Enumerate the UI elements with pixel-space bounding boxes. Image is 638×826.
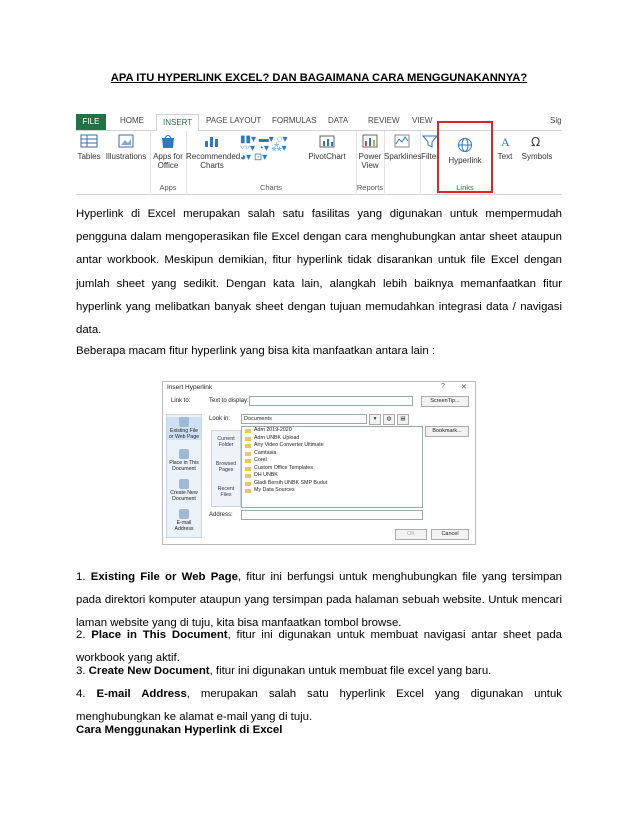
item-number: 4. — [76, 688, 86, 700]
close-icon[interactable]: ✕ — [461, 384, 467, 391]
power-view-button[interactable] — [356, 133, 384, 170]
pivotchart-button[interactable] — [304, 133, 350, 161]
look-in-label: Look in: — [209, 416, 231, 422]
group-charts — [186, 131, 357, 193]
link-to-panel — [166, 414, 202, 538]
item-term: E-mail Address — [96, 688, 187, 700]
page-title: APA ITU HYPERLINK EXCEL? DAN BAGAIMANA CARA MENGGUNAKANNYA? — [110, 72, 528, 84]
browsed-pages-option[interactable]: Browsed Pages — [215, 461, 237, 473]
illustrations-label: Illustrations — [105, 152, 147, 161]
group-text — [494, 131, 516, 193]
list-item[interactable]: Camtasia — [242, 450, 422, 458]
group-sparklines — [384, 131, 421, 193]
file-icon — [179, 417, 189, 427]
group-symbols — [518, 131, 556, 193]
tab-insert[interactable]: INSERT — [156, 114, 199, 131]
item-description: , fitur ini berfungsi untuk menghubungkan file yang tersimpan pada direktori komputer ataupun yang tersimpan pada halaman sebuah website. Untuk mencari laman website yang di tuju, kita bisa manfaatkan tombol browse. — [76, 571, 563, 630]
tab-view[interactable]: VIEW — [412, 116, 433, 125]
address-input[interactable] — [241, 510, 423, 520]
new-document-icon — [179, 479, 189, 489]
apps-for-office-button[interactable] — [150, 133, 186, 170]
symbols-button[interactable] — [518, 133, 556, 161]
text-to-display-label: Text to display: — [209, 398, 249, 404]
list-item[interactable]: Custom Office Templates — [242, 465, 422, 473]
apps-for-office-label: Apps for Office — [153, 152, 183, 170]
current-folder-option[interactable]: Current Folder — [217, 436, 235, 448]
list-item[interactable]: Corel — [242, 457, 422, 465]
tab-formulas[interactable]: FORMULAS — [272, 116, 317, 125]
item-description: , fitur ini digunakan untuk membuat navigasi antar sheet pada workbook yang aktif. — [76, 629, 562, 665]
pie-chart-icon: ◕▾ ⊡▾ — [240, 152, 268, 163]
filter-label: Filter — [421, 152, 439, 161]
text-to-display-input[interactable] — [249, 396, 413, 406]
list-item[interactable]: Any Video Converter Ultimate — [242, 442, 422, 450]
tab-home[interactable]: HOME — [120, 116, 144, 125]
chart-types-gallery[interactable] — [240, 135, 298, 162]
hyperlink-label: Hyperlink — [448, 156, 482, 165]
text-icon — [496, 133, 514, 149]
svg-text:Ω: Ω — [531, 135, 541, 149]
illustrations-button[interactable] — [104, 133, 148, 161]
browse-web-icon[interactable]: ◍ — [383, 414, 395, 425]
help-icon[interactable]: ? — [441, 383, 445, 390]
group-links-label: Links — [456, 183, 474, 192]
sparklines-label: Sparklines — [384, 152, 422, 161]
group-charts-label: Charts — [259, 183, 283, 192]
table-icon — [80, 133, 98, 149]
recommended-charts-button[interactable] — [186, 133, 241, 170]
pivotchart-icon — [318, 133, 336, 149]
group-reports-label: Reports — [356, 183, 384, 192]
list-item[interactable]: Adm UNBK Upload — [242, 435, 422, 443]
bar-chart-icon: ▮▮▾ ▬▾ ◌▾ — [240, 134, 288, 145]
list-item[interactable]: Adm 2019-2020 — [242, 427, 422, 435]
recommended-charts-label: Recommended Charts — [186, 152, 241, 170]
list-item[interactable]: My Data Sources — [242, 487, 422, 495]
dialog-title: Insert Hyperlink — [167, 384, 213, 391]
look-in-dropdown[interactable]: ▾ — [369, 414, 381, 425]
link-to-label: Link to: — [171, 398, 191, 404]
item-number: 1. — [76, 571, 86, 583]
tab-sign[interactable]: Sig — [550, 116, 562, 125]
hyperlink-highlight-box — [437, 121, 493, 193]
side-browse-panel — [211, 430, 241, 507]
list-item-create-new-document — [76, 660, 562, 683]
group-tables — [76, 131, 151, 193]
svg-text:A: A — [501, 135, 510, 149]
tab-page-layout[interactable]: PAGE LAYOUT — [206, 116, 262, 125]
email-address-option[interactable] — [167, 509, 201, 532]
ok-button[interactable]: OK — [395, 529, 427, 540]
screentip-button[interactable]: ScreenTip... — [421, 396, 469, 407]
omega-icon — [528, 133, 546, 149]
address-label: Address: — [209, 512, 233, 518]
recommended-charts-icon — [203, 133, 221, 149]
item-description: , merupakan salah satu hyperlink Excel yang digunakan untuk menghubungkan ke alamat e-mail yang di tuju. — [76, 688, 562, 724]
sparklines-icon — [393, 133, 411, 149]
existing-file-label: Existing File or Web Page — [168, 428, 200, 440]
file-list[interactable] — [241, 426, 423, 508]
power-view-label: Power View — [358, 152, 382, 170]
cancel-button[interactable]: Cancel — [431, 529, 469, 540]
section-heading: Cara Menggunakan Hyperlink di Excel — [76, 724, 283, 736]
item-term: Create New Document — [88, 665, 210, 677]
tab-data[interactable]: DATA — [328, 116, 349, 125]
text-label: Text — [497, 152, 513, 161]
create-new-document-label: Create New Document — [170, 490, 198, 502]
recent-files-option[interactable]: Recent Files — [217, 486, 235, 498]
email-icon — [179, 509, 189, 519]
line-chart-icon: 〰▾ ◔▾ ⁂▾ — [240, 143, 287, 154]
item-number: 3. — [76, 665, 86, 677]
paragraph-list-intro: Beberapa macam fitur hyperlink yang bisa kita manfaatkan antara lain : — [76, 345, 435, 357]
tab-file[interactable]: FILE — [76, 114, 106, 130]
place-in-document-option[interactable] — [167, 449, 201, 472]
tab-review[interactable]: REVIEW — [368, 116, 400, 125]
item-description: , fitur ini digunakan untuk membuat file excel yang baru. — [209, 665, 492, 677]
sparklines-button[interactable] — [384, 133, 420, 161]
existing-file-option[interactable] — [167, 417, 201, 440]
place-in-document-label: Place in This Document — [169, 460, 199, 472]
excel-ribbon-image — [76, 114, 562, 195]
item-term: Place in This Document — [91, 629, 228, 641]
symbols-label: Symbols — [521, 152, 553, 161]
pivotchart-label: PivotChart — [308, 152, 346, 161]
create-new-document-option[interactable] — [167, 479, 201, 502]
bookmark-button[interactable]: Bookmark... — [425, 426, 469, 437]
group-reports — [356, 131, 385, 193]
list-item[interactable]: Gladi Bersih UNBK SMP Budut — [242, 480, 422, 488]
item-number: 2. — [76, 629, 86, 641]
item-term: Existing File or Web Page — [90, 571, 238, 583]
group-apps-label: Apps — [159, 183, 177, 192]
tables-label: Tables — [77, 152, 101, 161]
list-item[interactable]: DH UNBK — [242, 472, 422, 480]
text-button[interactable] — [494, 133, 516, 161]
document-icon — [179, 449, 189, 459]
insert-hyperlink-dialog-image — [162, 381, 476, 545]
look-in-select[interactable]: Documents — [241, 414, 367, 424]
email-address-label: E-mail Address — [174, 520, 194, 532]
paragraph-intro: Hyperlink di Excel merupakan salah satu fasilitas yang digunakan untuk mempermudah pengguna dalam mengoperasikan file Excel dengan cara menghubungkan antar sheet ataupun antar workbook. Meskipun demikian, fitur hyperlink tidak disarankan untuk file Excel dengan jumlah sheet yang sedikit. Dengan kata lain, alangkah lebih baiknya memanfaatkan fitur hyperlink yang melibatkan banyak sheet dengan tujuan memudahkan integrasi data / navigasi data. — [76, 208, 562, 337]
browse-file-icon[interactable]: ▤ — [397, 414, 409, 425]
store-icon — [159, 133, 177, 149]
power-view-icon — [361, 133, 379, 149]
illustrations-icon — [117, 133, 135, 149]
tables-button[interactable] — [76, 133, 102, 161]
group-apps — [150, 131, 187, 193]
